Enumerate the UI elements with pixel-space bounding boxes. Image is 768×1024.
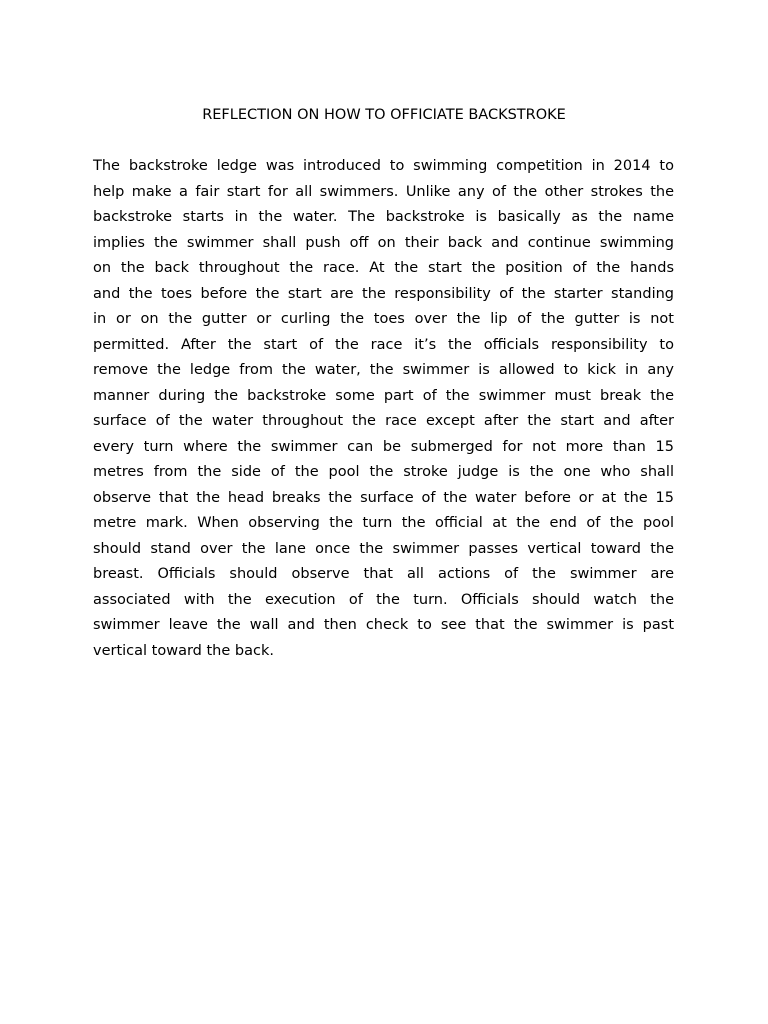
paragraph-line: The backstroke ledge was introduced to swimming competition in 2014 to [93, 158, 674, 174]
paragraph-line: surface of the water throughout the race except after the start and after [93, 413, 674, 429]
document-paragraph [93, 154, 674, 664]
paragraph-line: vertical toward the back. [93, 642, 274, 659]
paragraph-line: permitted. After the start of the race it’s the officials responsibility to [93, 336, 674, 353]
paragraph-line: in or on the gutter or curling the toes over the lip of the gutter is not [93, 311, 674, 327]
paragraph-line: on the back throughout the race. At the start the position of the hands [93, 260, 674, 276]
paragraph-line: and the toes before the start are the responsibility of the starter standing [93, 285, 674, 302]
paragraph-line: remove the ledge from the water, the swimmer is allowed to kick in any [93, 362, 674, 378]
document-title: REFLECTION ON HOW TO OFFICIATE BACKSTROKE [202, 107, 566, 123]
paragraph-line: metres from the side of the pool the stroke judge is the one who shall [93, 464, 674, 480]
paragraph-line: observe that the head breaks the surface of the water before or at the 15 [93, 489, 674, 506]
paragraph-line: metre mark. When observing the turn the official at the end of the pool [93, 515, 674, 531]
paragraph-line: should stand over the lane once the swimmer passes vertical toward the [93, 540, 674, 557]
paragraph-line: manner during the backstroke some part of the swimmer must break the [93, 387, 674, 404]
paragraph-line: breast. Officials should observe that all actions of the swimmer are [93, 566, 674, 582]
paragraph-line: implies the swimmer shall push off on their back and continue swimming [93, 234, 674, 251]
paragraph-line: swimmer leave the wall and then check to see that the swimmer is past [93, 617, 674, 633]
paragraph-line: backstroke starts in the water. The backstroke is basically as the name [93, 209, 674, 225]
paragraph-line: help make a fair start for all swimmers. Unlike any of the other strokes the [93, 183, 674, 200]
paragraph-line: every turn where the swimmer can be submerged for not more than 15 [93, 438, 674, 455]
paragraph-line: associated with the execution of the turn. Officials should watch the [93, 591, 674, 608]
